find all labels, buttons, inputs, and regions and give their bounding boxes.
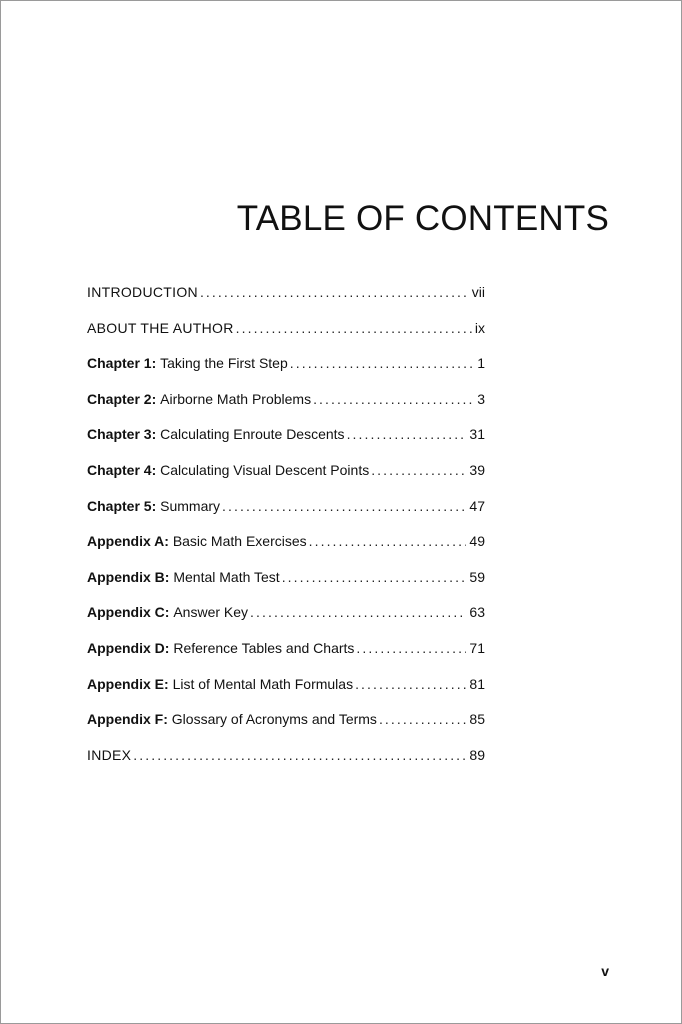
page-number: v xyxy=(601,963,609,979)
toc-entry-page: 63 xyxy=(469,604,485,621)
dot-leader xyxy=(222,496,466,516)
dot-leader xyxy=(250,602,466,622)
toc-entry-prefix: Appendix C: xyxy=(87,604,170,621)
toc-entry-page: 3 xyxy=(477,390,485,407)
toc-entry-chapter-4 xyxy=(87,460,485,496)
toc-entry-label: Calculating Visual Descent Points xyxy=(160,461,370,478)
toc-list xyxy=(87,282,485,780)
toc-entry-page: ix xyxy=(474,319,485,336)
toc-entry-label: Glossary of Acronyms and Terms xyxy=(171,711,377,728)
toc-entry-label: INTRODUCTION xyxy=(87,284,198,300)
toc-entry-label: Taking the First Step xyxy=(160,355,288,372)
toc-entry-page: 31 xyxy=(469,426,485,443)
toc-entry-label: Basic Math Exercises xyxy=(172,533,307,550)
toc-entry-label: Summary xyxy=(160,497,221,514)
toc-entry-page: 47 xyxy=(469,497,485,514)
toc-entry-appendix-d xyxy=(87,638,485,674)
dot-leader xyxy=(313,389,474,409)
toc-entry-chapter-1 xyxy=(87,353,485,389)
toc-entry-index xyxy=(87,745,485,781)
toc-entry-page: vii xyxy=(471,284,485,300)
toc-entry-prefix: Chapter 4: xyxy=(87,461,157,478)
toc-entry-introduction xyxy=(87,282,485,318)
toc-entry-prefix: Appendix E: xyxy=(87,675,169,692)
toc-entry-label: INDEX xyxy=(87,746,132,763)
toc-entry-page: 1 xyxy=(477,355,485,372)
toc-entry-prefix: Chapter 2: xyxy=(87,390,157,407)
dot-leader xyxy=(200,282,469,302)
toc-entry-prefix: Chapter 3: xyxy=(87,426,157,443)
toc-entry-appendix-f xyxy=(87,709,485,745)
toc-entry-label: Mental Math Test xyxy=(173,568,280,585)
dot-leader xyxy=(379,709,466,729)
toc-entry-appendix-a xyxy=(87,531,485,567)
dot-leader xyxy=(290,353,474,373)
toc-entry-label: Airborne Math Problems xyxy=(160,390,312,407)
toc-entry-prefix: Appendix B: xyxy=(87,568,170,585)
dot-leader xyxy=(236,318,472,338)
toc-entry-label: Answer Key xyxy=(173,604,249,621)
toc-entry-page: 71 xyxy=(469,639,485,656)
dot-leader xyxy=(133,745,466,765)
dot-leader xyxy=(355,674,466,694)
dot-leader xyxy=(282,567,467,587)
dot-leader xyxy=(347,424,467,444)
toc-entry-page: 85 xyxy=(469,711,485,728)
toc-entry-about-the-author xyxy=(87,318,485,354)
toc-entry-chapter-5 xyxy=(87,496,485,532)
toc-entry-prefix: Appendix A: xyxy=(87,533,169,550)
toc-entry-prefix: Appendix D: xyxy=(87,639,170,656)
toc-entry-chapter-3 xyxy=(87,424,485,460)
toc-entry-prefix: Appendix F: xyxy=(87,711,168,728)
toc-entry-prefix: Chapter 5: xyxy=(87,497,157,514)
toc-entry-page: 59 xyxy=(469,568,485,585)
toc-entry-page: 49 xyxy=(469,533,485,550)
toc-entry-label: List of Mental Math Formulas xyxy=(172,675,354,692)
toc-entry-page: 39 xyxy=(469,461,485,478)
toc-entry-appendix-c xyxy=(87,602,485,638)
dot-leader xyxy=(309,531,467,551)
toc-entry-page: 81 xyxy=(469,675,485,692)
toc-entry-label: Calculating Enroute Descents xyxy=(160,426,345,443)
page-title: TABLE OF CONTENTS xyxy=(236,199,609,238)
toc-entry-appendix-b xyxy=(87,567,485,603)
dot-leader xyxy=(371,460,466,480)
dot-leader xyxy=(356,638,466,658)
toc-entry-label: ABOUT THE AUTHOR xyxy=(87,319,234,336)
toc-entry-chapter-2 xyxy=(87,389,485,425)
toc-entry-appendix-e xyxy=(87,674,485,710)
toc-entry-prefix: Chapter 1: xyxy=(87,355,157,372)
toc-entry-page: 89 xyxy=(469,746,485,763)
toc-entry-label: Reference Tables and Charts xyxy=(173,639,355,656)
